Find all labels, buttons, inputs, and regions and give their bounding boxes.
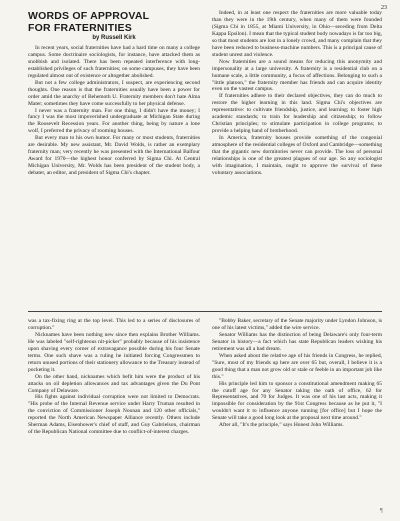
paragraph: In America, fraternity houses provide something of the congenial atmosphere of the residential colleges of Oxford and Cambridge—something that the gigantic new dormitories never can provide. The loss of personal relationships is one of the greatest plagues of our age. So any sociologist with imagination, I maintain, ought to approve the survival of these voluntary associations.	[212, 135, 382, 176]
paragraph: But every man to his own humor. For many or most students, fraternities are desirable. My new assistant, Mr. David Wolds, is rather an exemplary fraternity man; very recently he was presented with the International Balfour Award for 1970—the highest honor conferred by Sigma Chi. At Central Michigan University, Mr. Wolds has been president of the student body, a debater, an editor, and president of Sigma Chi's chapter.	[28, 135, 200, 177]
paragraph: Nicknames have been nothing new since then explains Brother Williams. He was labeled "self-righteous nit-picker" probably because of his insistence upon shaving every corner of extravagance possible during his four Senate terms. One such shave was a ruling he initiated forcing Congressmen to return unused portions of their stationery allowance to the Treasury instead of pocketing it.	[28, 331, 200, 373]
paragraph: When asked about the relative age of his friends in Congress, he replied, "Sure, most of my friends up here are over 65 but, overall, I believe it is a good thing that a man not grow old or stale or feeble in an important job like this."	[212, 352, 382, 380]
byline: by Russell Kirk	[92, 35, 136, 41]
continued-column-2	[212, 318, 382, 429]
paragraph: Senator Williams has the distinction of being Delaware's only four-term Senator in history—a fact which has state Republican leaders wishing his retirement was all a bad dream.	[212, 331, 382, 352]
section-divider	[28, 311, 382, 312]
paragraph: His principle led him to sponsor a constitutional amendment making 65 the cutoff age for any Senator taking the oath of office, 62 for Representatives, and 70 for Judges. It was one of his last acts, making it impossible for consideration by the 91st Congress because as he put it, "I wouldn't want it to influence anyone running [for office] but I hope the Senate will take a good long look at the proposal next time around."	[212, 380, 382, 422]
paragraph: After all, "It's the principle," says Honest John Williams.	[219, 422, 344, 429]
paragraph: On the other hand, nicknames which befit him were the product of his attacks on oil depletion allowances and tax advantages given the Du Pont Company of Delaware.	[28, 373, 200, 394]
article-column-1	[28, 10, 200, 177]
corner-mark: ¶	[380, 508, 383, 514]
paragraph: His fights against individual corruption were not limited to Democrats. "His probe of the Internal Revenue service under Harry Truman resulted in the conviction of Commissioner Joseph Noonan and 120 other officials," reported the North American Newspaper Alliance recently. Others include Sherman Adams, Eisenhower's chief of staff, and Guy Gabrielson, chairman of the Republican National committee due to conflict-of-interest charges.	[28, 394, 200, 436]
paragraph: In recent years, social fraternities have had a hard time on many a college campus. Some doctrinaire sociologists, for instance, have attacked them as snobbish and isolated. There has been repeated interference with long-established privileges of such fraternities; on some campuses, they have been regulated almost out of existence or altogether abolished.	[28, 44, 200, 79]
article-column-2	[212, 10, 382, 177]
continued-column-1	[28, 318, 200, 436]
paragraph: was a tax-fixing ring at the top level. This led to a series of disclosures of corruption."	[28, 318, 200, 331]
paragraph: If fraternities adhere to their declared objectives, they can do much to restore the higher learning in this land. Sigma Chi's objectives are representative: to cultivate friendship, justice, and learning; to foster high academic standards; to train for leadership and citizenship; to follow Christian principles; to stimulate participation in college programs; to provide a helping hand of brotherhood.	[212, 93, 382, 135]
article-title	[28, 10, 200, 34]
paragraph: But not a few college administrators, I suspect, are experiencing second thoughts. One reason is that the fraternities usually have been a power for order amid the anarchy of Behemoth U. Fraternity members don't hate Alma Mater; sometimes they have come successfully to her physical defense.	[28, 79, 200, 107]
paragraph: Now fraternities are a sound means for reducing this anonymity and impersonality at a large university. A fraternity is a residential club on a humane scale, a little community, a focus of affections. Belonging to such a "little platoon," the fraternity member has friends and can acquire identity even on the vastest campus.	[212, 58, 382, 93]
paragraph: I never was a fraternity man. For one thing, I didn't have the money; I fancy I was the most impoverished undergraduate at Michigan State during the Roosevelt Recession years. For another thing, being by nature a lone wolf, I preferred the privacy of rooming houses.	[28, 107, 200, 135]
paragraph: "Bobby Baker, secretary of the Senate majority under Lyndon Johnson, is one of his latest victims," added the wire service.	[212, 318, 382, 331]
title-line-1: WORDS OF APPROVAL	[28, 10, 150, 22]
paragraph: Indeed, in at least one respect the fraternities are more valuable today than they were in the 19th century, when many of them were founded (Sigma Chi in 1855, at Miami University, in Ohio—seceding from Delta Kappa Epsilon). I mean that the typical student body nowadays is far too big, so that most students are lost in a lonely crowd, and many complain that they have been reduced to business-machine numbers. This is a principal cause of student unrest and violence.	[212, 10, 383, 58]
title-line-2: FOR FRATERNITIES	[28, 22, 132, 34]
page-number: 23	[381, 5, 387, 11]
